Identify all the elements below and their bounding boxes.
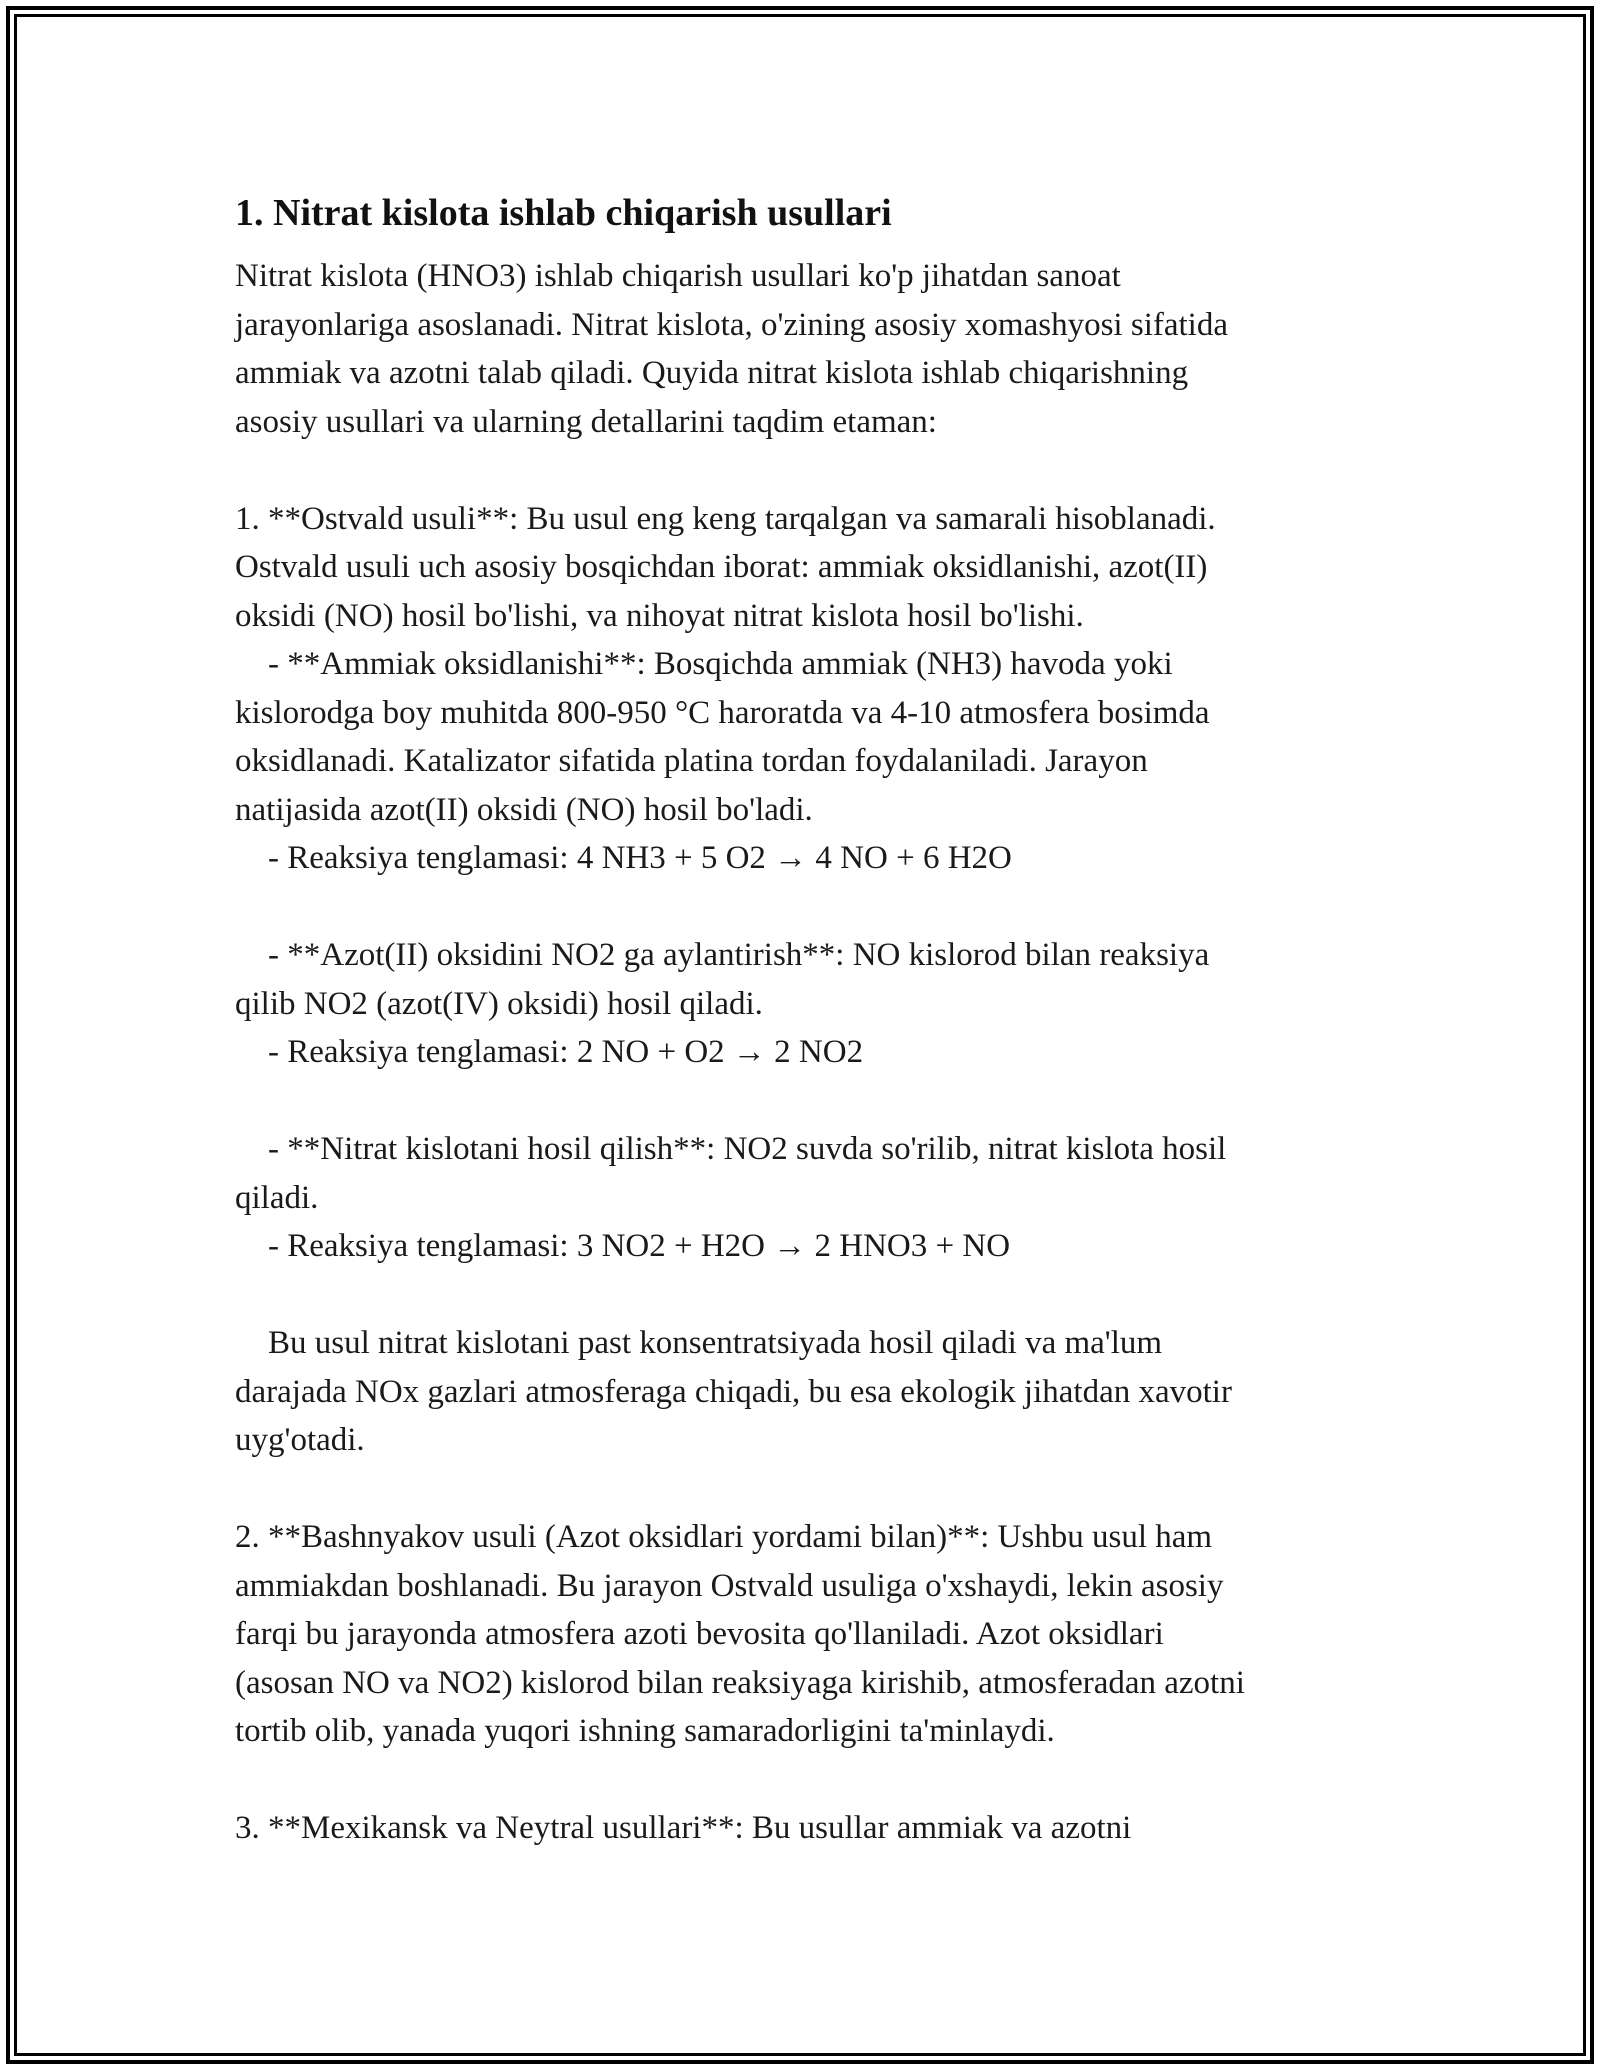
document-title: 1. Nitrat kislota ishlab chiqarish usullari <box>235 192 892 234</box>
document-content <box>235 188 1375 1853</box>
document-body: Nitrat kislota (HNO3) ishlab chiqarish usullari ko'p jihatdan sanoat jarayonlariga asoslanadi. Nitrat kislota, o'zining asosiy xomashyosi sifatida ammiak va azotni talab qiladi. Quyida nitrat kislota ishlab chiqarishning asosiy usullari va ularning detallarini taqdim etaman: 1. **Ostvald usuli**: Bu usul eng keng tarqalgan va samarali hisoblanadi. Ostvald usuli uch asosiy bosqichdan iborat: ammiak oksidlanishi, azot(II) oksidi (NO) hosil bo'lishi, va nihoyat nitrat kislota hosil bo'lishi. - **Ammiak oksidlanishi**: Bosqichda ammiak (NH3) havoda yoki kislorodga boy muhitda 800-950 °C haroratda va 4-10 atmosfera bosimda oksidlanadi. Katalizator sifatida platina tordan foydalaniladi. Jarayon natijasida azot(II) oksidi (NO) hosil bo'ladi. - Reaksiya tenglamasi: 4 NH3 + 5 O2 → 4 NO + 6 H2O - **Azot(II) oksidini NO2 ga aylantirish**: NO kislorod bilan reaksiya qilib NO2 (azot(IV) oksidi) hosil qiladi. - Reaksiya tenglamasi: 2 NO + O2 → 2 NO2 - **Nitrat kislotani hosil qilish**: NO2 suvda so'rilib, nitrat kislota hosil qiladi. - Reaksiya tenglamasi: 3 NO2 + H2O → 2 HNO3 + NO Bu usul nitrat kislotani past konsentratsiyada hosil qiladi va ma'lum darajada NOx gazlari atmosferaga chiqadi, bu esa ekologik jihatdan xavotir uyg'otadi. 2. **Bashnyakov usuli (Azot oksidlari yordami bilan)**: Ushbu usul ham ammiakdan boshlanadi. Bu jarayon Ostvald usuliga o'xshaydi, lekin asosiy farqi bu jarayonda atmosfera azoti bevosita qo'llaniladi. Azot oksidlari (asosan NO va NO2) kislorod bilan reaksiyaga kirishib, atmosferadan azotni tortib olib, yanada yuqori ishning samaradorligini ta'minlaydi. 3. **Mexikansk va Neytral usullari**: Bu usullar ammiak va azotni <box>235 258 1245 1846</box>
